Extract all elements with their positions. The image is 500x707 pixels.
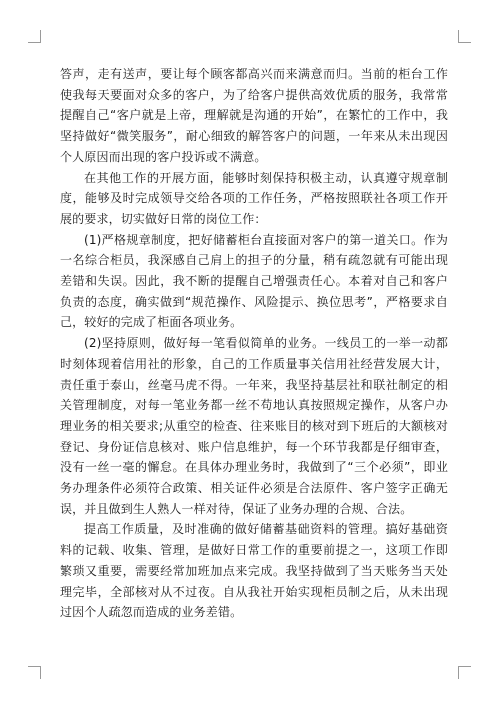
paragraph-work-quality: 提高工作质量，及时准确的做好储蓄基础资料的管理。搞好基础资料的记载、收集、管理，是做好日常工作的重要前提之一，这项工作即繁琐又重要，需要经常加班加点来完成。我坚持做到了当天账务当天处理完毕，全部核对从不过夜。自从我社开始实现柜员制之后，从未出现过因个人疏忽而造成的业务差错。 [60,522,448,620]
document-body [60,64,448,623]
paragraph-adhere-principles: (2)坚持原则，做好每一笔看似简单的业务。一线员工的一举一动都时刻体现着信用社的形象，自己的工作质量事关信用社经营发展大计，责任重于泰山，丝毫马虎不得。一年来，我坚持基层社和联社制定的相关管理制度，对每一笔业务都一丝不苟地认真按照规定操作，从客户办理业务的相关要求;从重空的检查、往来账目的核对到下班后的大额核对登记、身份证信息核对、账户信息维护，每一个环节我都是仔细审查，没有一丝一毫的懈怠。在具体办理业务时，我做到了“三个必须”，即业务办理条件必须符合政策、相关证件必须是合法原件、客户签字正确无误，并且做到生人熟人一样对待，保证了业务办理的合规、合法。 [60,336,448,516]
crop-mark-top-right [458,30,471,43]
paragraph-service-attitude: 答声，走有送声，要让每个顾客都高兴而来满意而归。当前的柜台工作使我每天要面对众多的客户，为了给客户提供高效优质的服务，我常常提醒自己“客户就是上帝，理解就是沟通的开始”，在繁忙的工作中，我坚持做好“微笑服务”，耐心细致的解答客户的问题，一年来从未出现因个人原因而出现的客户投诉或不满意。 [60,67,448,164]
crop-mark-bottom-right [458,666,471,679]
paragraph-strict-rules: (1)严格规章制度，把好储蓄柜台直接面对客户的第一道关口。作为一名综合柜员，我深感自己肩上的担子的分量，稍有疏忽就有可能出现差错和失误。因此，我不断的提醒自己增强责任心。本着对自己和客户负责的态度，确实做到“规范操作、风险提示、换位思考”，严格要求自己，较好的完成了柜面各项业务。 [60,232,448,330]
crop-mark-bottom-left [28,666,41,679]
crop-mark-top-left [28,30,41,43]
paragraph-other-work: 在其他工作的开展方面，能够时刻保持积极主动，认真遵守规章制度，能够及时完成领导交给各项的工作任务，严格按照联社各项工作开展的要求，切实做好日常的岗位工作： [60,170,448,226]
